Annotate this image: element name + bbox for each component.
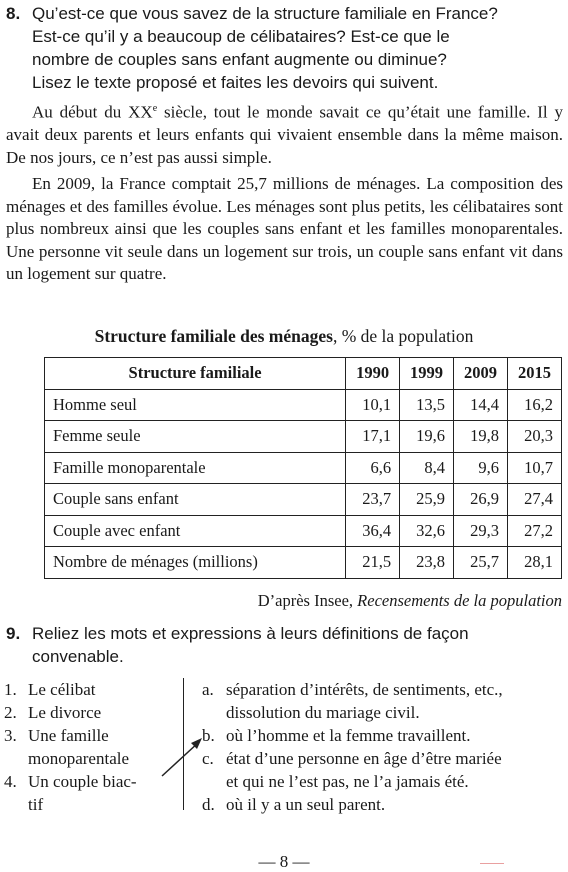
table-cell: 16,2 — [507, 389, 561, 421]
table-row — [45, 484, 562, 516]
column-divider — [183, 678, 184, 810]
table-source — [258, 591, 562, 611]
definition-letter: b. — [202, 726, 215, 745]
table-cell: 9,6 — [454, 452, 508, 484]
matching-terms-column — [4, 678, 174, 816]
table-cell: 25,9 — [400, 484, 454, 516]
exercise-9-line-text: Reliez les mots et expressions à leurs définitions de façon — [32, 624, 469, 643]
column-header: 1990 — [346, 358, 400, 390]
row-label: Couple avec enfant — [45, 515, 346, 547]
exercise-9-line — [6, 622, 562, 645]
table-row — [45, 515, 562, 547]
definition-text: où l’homme et la femme travaillent. — [226, 726, 471, 745]
paragraph-text: siècle, tout le monde savait ce qu’était une famille. Il y avait deux parents et leurs enfants qui vivaient ensemble dans la même maison. De nos jours, ce n’est pas aussi simple. — [6, 102, 564, 167]
definition-letter: d. — [202, 795, 215, 814]
table-cell: 10,7 — [507, 452, 561, 484]
superscript: e — [152, 103, 158, 114]
table-row — [45, 452, 562, 484]
table-cell: 19,6 — [400, 421, 454, 453]
table-cell: 21,5 — [346, 547, 400, 579]
table-cell: 14,4 — [454, 389, 508, 421]
column-header: 2009 — [454, 358, 508, 390]
exercise-9-line-text: convenable. — [32, 647, 124, 666]
decorative-mark — [480, 863, 504, 864]
exercise-8-line — [6, 2, 562, 25]
exercise-8-number: 8. — [6, 4, 21, 23]
exercise-8-prompt — [6, 2, 562, 94]
exercise-8-line — [6, 71, 562, 94]
table-cell: 26,9 — [454, 484, 508, 516]
term-item — [4, 770, 174, 816]
table-row — [45, 421, 562, 453]
paragraph-text: Au début du XX — [32, 102, 153, 122]
table-cell: 25,7 — [454, 547, 508, 579]
table-caption-title: Structure familiale des ménages — [94, 326, 333, 346]
exercise-9-prompt — [6, 622, 562, 668]
term-item — [4, 724, 174, 770]
definition-letter: a. — [202, 680, 214, 699]
term-text: Le divorce — [28, 703, 102, 722]
definition-text: séparation d’intérêts, de sentiments, etc., — [226, 680, 503, 699]
table-cell: 19,8 — [454, 421, 508, 453]
table-cell: 28,1 — [507, 547, 561, 579]
term-number: 2. — [4, 703, 17, 722]
table-cell: 6,6 — [346, 452, 400, 484]
table-caption — [0, 326, 568, 347]
exercise-9-line — [6, 645, 562, 668]
row-label: Homme seul — [45, 389, 346, 421]
table-cell: 13,5 — [400, 389, 454, 421]
table-caption-unit: , % de la population — [332, 326, 474, 346]
term-number: 1. — [4, 680, 17, 699]
table-cell: 10,1 — [346, 389, 400, 421]
table-cell: 23,7 — [346, 484, 400, 516]
column-header: 2015 — [507, 358, 561, 390]
term-item — [4, 701, 174, 724]
reading-paragraph-2: En 2009, la France comptait 25,7 millions de ménages. La composition des ménages et des familles évolue. Les ménages sont plus petits, les célibataires sont plus nombreux ainsi que les couples sans enfant et les familles monoparentales. Une personne vit seule dans un logement sur trois, un couple sans enfant vit dans un logement sur quatre. — [6, 174, 563, 284]
row-label: Famille monoparentale — [45, 452, 346, 484]
column-header: 1999 — [400, 358, 454, 390]
definition-item — [202, 747, 566, 793]
table-cell: 23,8 — [400, 547, 454, 579]
table-row — [45, 389, 562, 421]
source-title: Recensements de la population — [357, 591, 562, 610]
matching-definitions-column — [202, 678, 566, 816]
table-header-row — [45, 358, 562, 390]
table-cell: 27,2 — [507, 515, 561, 547]
table-cell: 32,6 — [400, 515, 454, 547]
exercise-8-line — [6, 25, 562, 48]
table-cell: 36,4 — [346, 515, 400, 547]
reading-paragraph-1 — [6, 98, 563, 169]
exercise-8-line-text: Lisez le texte proposé et faites les devoirs qui suivent. — [32, 73, 439, 92]
term-number: 4. — [4, 772, 17, 791]
term-item — [4, 678, 174, 701]
source-prefix: D’après Insee, — [257, 591, 358, 610]
term-text: tif — [28, 795, 44, 814]
page-number: — 8 — — [258, 852, 310, 871]
column-header: Structure familiale — [45, 358, 346, 390]
exercise-8-line-text: Est-ce qu’il y a beaucoup de célibataires? Est-ce que le — [32, 27, 450, 46]
row-label: Nombre de ménages (millions) — [45, 547, 346, 579]
definition-item — [202, 678, 566, 724]
term-text: Le célibat — [28, 680, 96, 699]
exercise-8-line — [6, 48, 562, 71]
table-cell: 27,4 — [507, 484, 561, 516]
exercise-8-line-text: Qu’est-ce que vous savez de la structure familiale en France? — [32, 4, 498, 23]
row-label: Femme seule — [45, 421, 346, 453]
row-label: Couple sans enfant — [45, 484, 346, 516]
exercise-9-number: 9. — [6, 624, 21, 643]
table-cell: 29,3 — [454, 515, 508, 547]
definition-item — [202, 724, 566, 747]
definition-item — [202, 793, 566, 816]
table-cell: 20,3 — [507, 421, 561, 453]
exercise-8-line-text: nombre de couples sans enfant augmente ou diminue? — [32, 50, 447, 69]
definition-text: et qui ne l’est pas, ne l’a jamais été. — [226, 772, 469, 791]
table-row — [45, 547, 562, 579]
term-text: Un couple biac- — [28, 772, 137, 791]
definition-text: état d’une personne en âge d’être mariée — [226, 749, 502, 768]
family-structure-table — [44, 357, 562, 579]
definition-text: où il y a un seul parent. — [226, 795, 386, 814]
term-text: monoparentale — [28, 749, 130, 768]
term-number: 3. — [4, 726, 17, 745]
definition-letter: c. — [202, 749, 214, 768]
definition-text: dissolution du mariage civil. — [226, 703, 420, 722]
term-text: Une famille — [28, 726, 109, 745]
table-cell: 17,1 — [346, 421, 400, 453]
table-cell: 8,4 — [400, 452, 454, 484]
